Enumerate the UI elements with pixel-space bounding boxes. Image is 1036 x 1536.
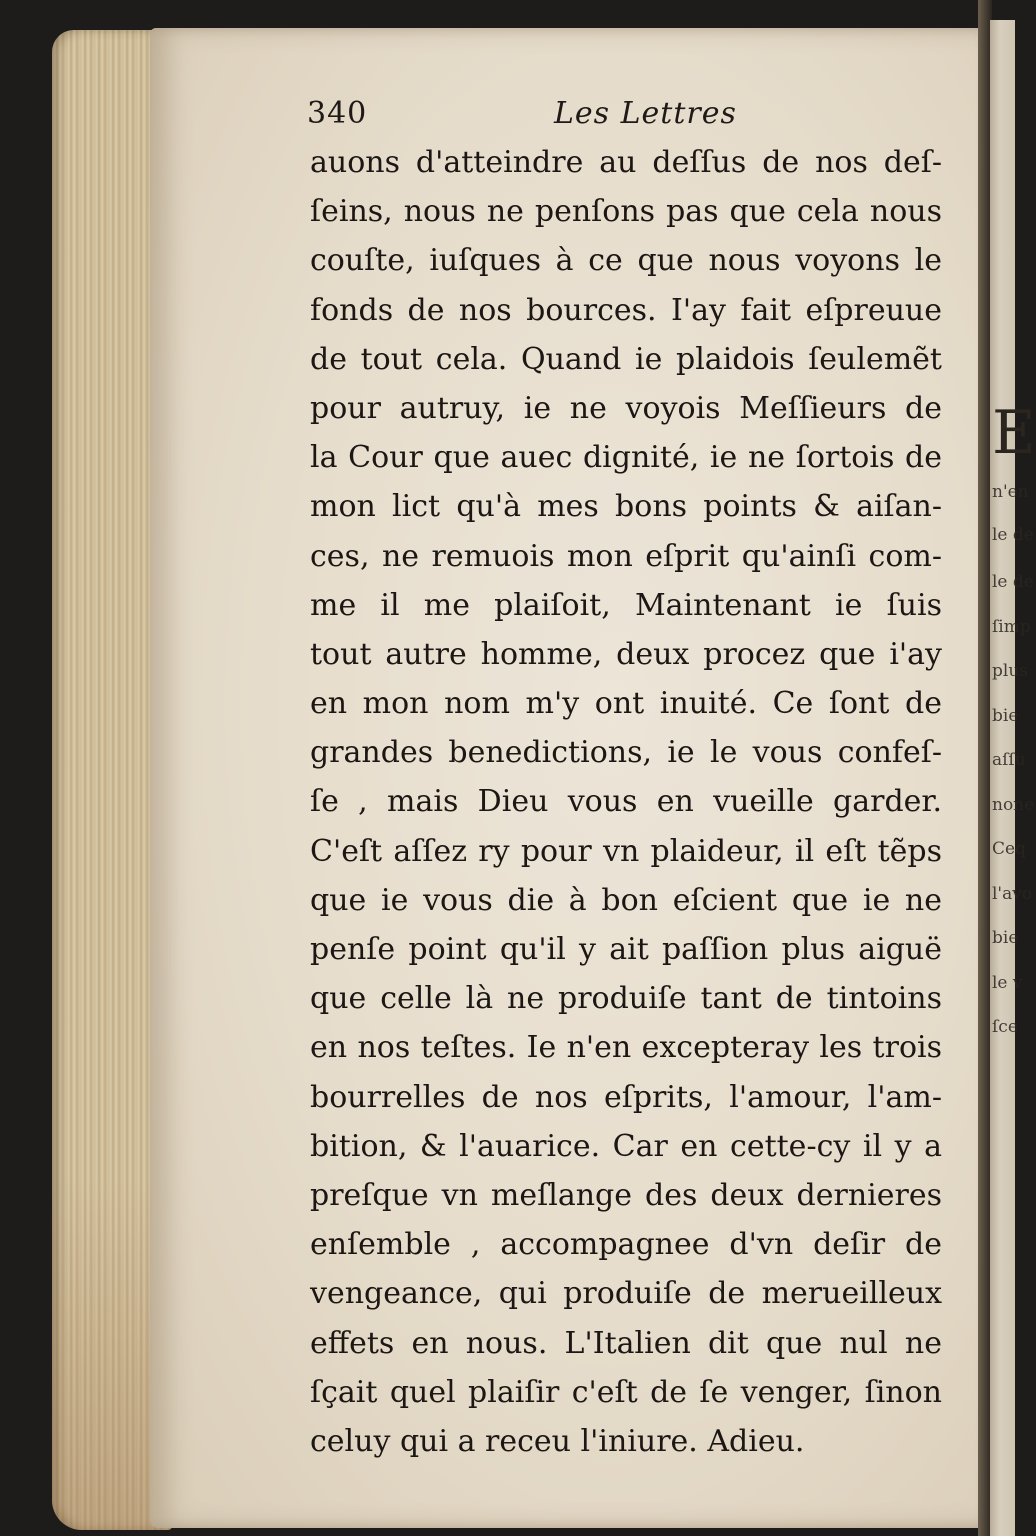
facing-fragment: Ceq <box>992 839 1026 859</box>
facing-fragment: n'en <box>992 482 1029 502</box>
facing-fragment: none <box>992 795 1035 815</box>
facing-initial: E <box>992 398 1036 468</box>
text-line: que ie vous die à bon eſcient que ie ne <box>310 882 942 918</box>
text-line: en mon nom m'y ont inuité. Ce ſont de <box>310 686 942 722</box>
text-line: mon lict qu'à mes bons points & aiſan- <box>310 489 942 525</box>
facing-fragment: l'avo <box>992 884 1033 904</box>
text-line: ſçait quel plaiſir c'eſt de ſe venger, ſinon <box>310 1374 942 1410</box>
text-line: bourrelles de nos eſprits, l'amour, l'am- <box>310 1079 942 1115</box>
facing-fragment: ſce <box>992 1017 1018 1037</box>
text-line: que celle là ne produiſe tant de tintoins <box>310 981 942 1017</box>
text-line: fonds de nos bources. I'ay fait eſpreuue <box>310 292 942 328</box>
text-line: pour autruy, ie ne voyois Meſſieurs de <box>310 390 942 426</box>
facing-fragment: bie <box>992 706 1019 726</box>
body-text <box>310 138 942 1466</box>
text-line: C'eſt aſſez ry pour vn plaideur, il eſt tẽps <box>310 833 942 869</box>
text-line: ces, ne remuois mon eſprit qu'ainſi com- <box>310 538 942 574</box>
text-line: auons d'atteindre au deſſus de nos deſ- <box>310 145 942 180</box>
text-line: bition, & l'auarice. Car en cette-cy il y a <box>310 1128 942 1164</box>
text-line: grandes benedictions, ie le vous confeſ- <box>310 735 942 771</box>
text-line: me il me plaiſoit, Maintenant ie ſuis <box>310 587 942 623</box>
running-title: Les Lettres <box>554 96 737 131</box>
facing-fragment: le v <box>992 973 1023 993</box>
text-line: ſeins, nous ne penſons pas que cela nous <box>310 194 942 230</box>
page-header <box>307 96 747 136</box>
text-line: ſe , mais Dieu vous en vueille garder. <box>310 784 942 820</box>
facing-fragment: ſimp <box>992 617 1031 637</box>
facing-fragment: bie <box>992 928 1019 948</box>
text-line: enſemble , accompagnee d'vn deſir de <box>310 1227 942 1263</box>
text-line: la Cour que auec dignité, ie ne ſortois de <box>310 440 942 476</box>
text-line: couſte, iuſques à ce que nous voyons le <box>310 243 942 279</box>
text-line-last: celuy qui a receu l'iniure. Adieu. <box>310 1423 805 1459</box>
facing-fragment: aſſu <box>992 750 1026 770</box>
text-line: effets en nous. L'Italien dit que nul ne <box>310 1325 942 1361</box>
facing-fragment: plus <box>992 661 1028 681</box>
facing-fragment: le de <box>992 525 1034 545</box>
text-line: preſque vn meſlange des deux dernieres <box>310 1177 942 1213</box>
page-number: 340 <box>307 96 368 131</box>
facing-fragment: le de <box>992 572 1034 592</box>
text-line: tout autre homme, deux procez que i'ay <box>310 636 942 672</box>
facing-page <box>990 20 1036 1536</box>
text-line: en nos teſtes. Ie n'en excepteray les trois <box>310 1030 942 1066</box>
text-line: penſe point qu'il y ait paſſion plus aiguë <box>310 932 942 967</box>
text-line: de tout cela. Quand ie plaidois ſeulemẽt <box>310 341 942 377</box>
text-line: vengeance, qui produiſe de merueilleux <box>310 1276 942 1312</box>
